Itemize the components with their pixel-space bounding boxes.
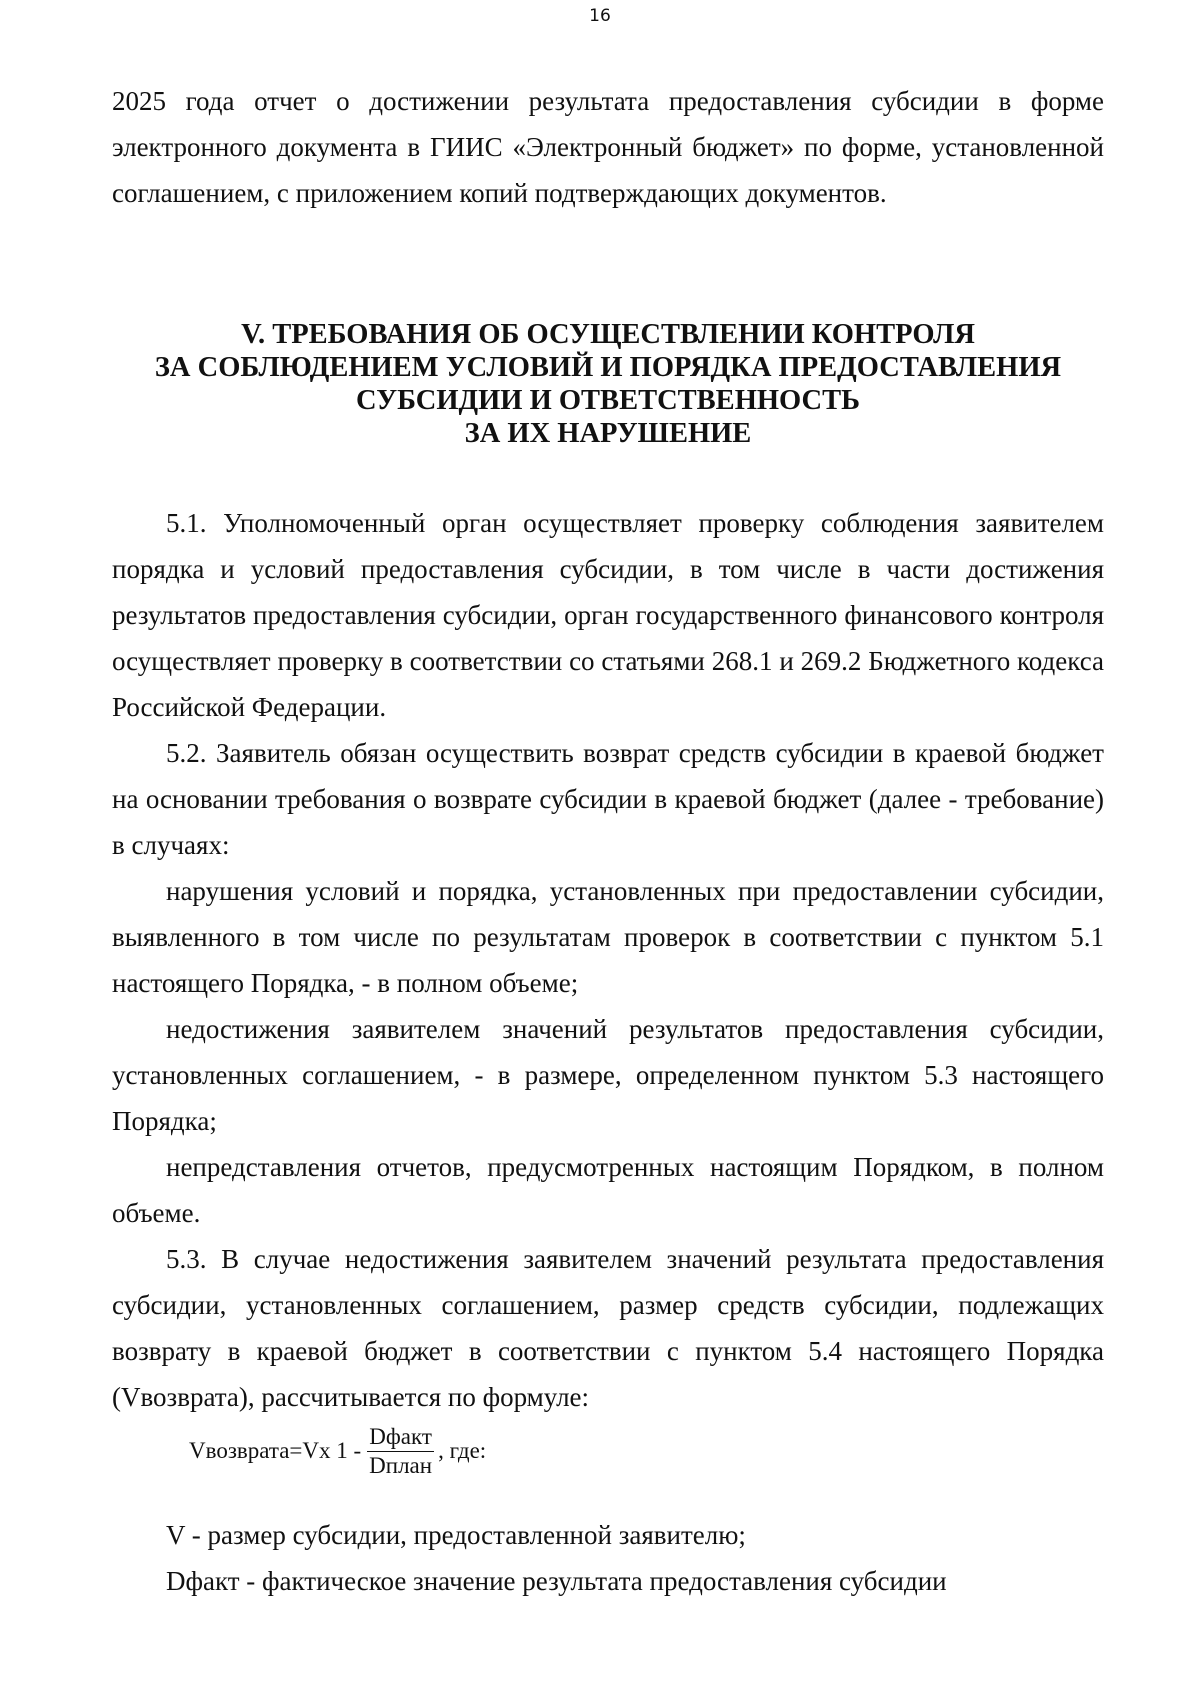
definitions: [112, 1512, 1104, 1604]
intro-paragraph: [112, 78, 1104, 216]
section-heading-line-2: ЗА СОБЛЮДЕНИЕМ УСЛОВИЙ И ПОРЯДКА ПРЕДОСТАВЛЕНИЯ: [154, 352, 1062, 383]
formula-denominator: Dплан: [369, 1452, 433, 1478]
return-case-violation: нарушения условий и порядка, установленных при предоставлении субсидии, выявленного в том числе по результатам проверок в соответствии с пунктом 5.1 настоящего Порядка, - в полном объеме;: [112, 876, 1104, 998]
definition-dfact: Dфакт - фактическое значение результата предоставления субсидии: [166, 1566, 947, 1596]
definition-v: V - размер субсидии, предоставленной заявителю;: [166, 1520, 746, 1550]
section-body: [112, 500, 1104, 1420]
return-case-no-reports: непредставления отчетов, предусмотренных настоящим Порядком, в полном объеме.: [112, 1152, 1104, 1228]
formula-suffix: , где:: [438, 1438, 487, 1463]
section-heading-line-4: ЗА ИХ НАРУШЕНИЕ: [464, 418, 752, 449]
section-heading-line-1: V. ТРЕБОВАНИЯ ОБ ОСУЩЕСТВЛЕНИИ КОНТРОЛЯ: [241, 319, 975, 350]
page-number: 16: [589, 6, 611, 26]
return-formula: [189, 1420, 486, 1482]
intro-paragraph-text: 2025 года отчет о достижении результата предоставления субсидии в форме электронного документа в ГИИС «Электронный бюджет» по форме, установленной соглашением, с приложением копий подтверждающих документов.: [112, 86, 1104, 208]
formula-lhs: Vвозврата=Vх 1 -: [189, 1438, 362, 1463]
section-heading-line-3: СУБСИДИИ И ОТВЕТСТВЕННОСТЬ: [356, 385, 860, 416]
return-case-underachievement: недостижения заявителем значений результатов предоставления субсидии, установленных соглашением, - в размере, определенном пунктом 5.3 настоящего Порядка;: [112, 1014, 1104, 1136]
formula-fraction: [367, 1423, 434, 1480]
section-heading: [112, 318, 1104, 450]
paragraph-5-2: 5.2. Заявитель обязан осуществить возврат средств субсидии в краевой бюджет на основании требования о возврате субсидии в краевой бюджет (далее - требование) в случаях:: [112, 738, 1104, 860]
formula-numerator: Dфакт: [367, 1423, 434, 1452]
paragraph-5-1: 5.1. Уполномоченный орган осуществляет проверку соблюдения заявителем порядка и условий предоставления субсидии, в том числе в части достижения результатов предоставления субсидии, орган государственного финансового контроля осуществляет проверку в соответствии со статьями 268.1 и 269.2 Бюджетного кодекса Российской Федерации.: [112, 508, 1104, 722]
paragraph-5-3: 5.3. В случае недостижения заявителем значений результата предоставления субсидии, установленных соглашением, размер средств субсидии, подлежащих возврату в краевой бюджет в соответствии с пунктом 5.4 настоящего Порядка (Vвозврата), рассчитывается по формуле:: [112, 1244, 1104, 1412]
